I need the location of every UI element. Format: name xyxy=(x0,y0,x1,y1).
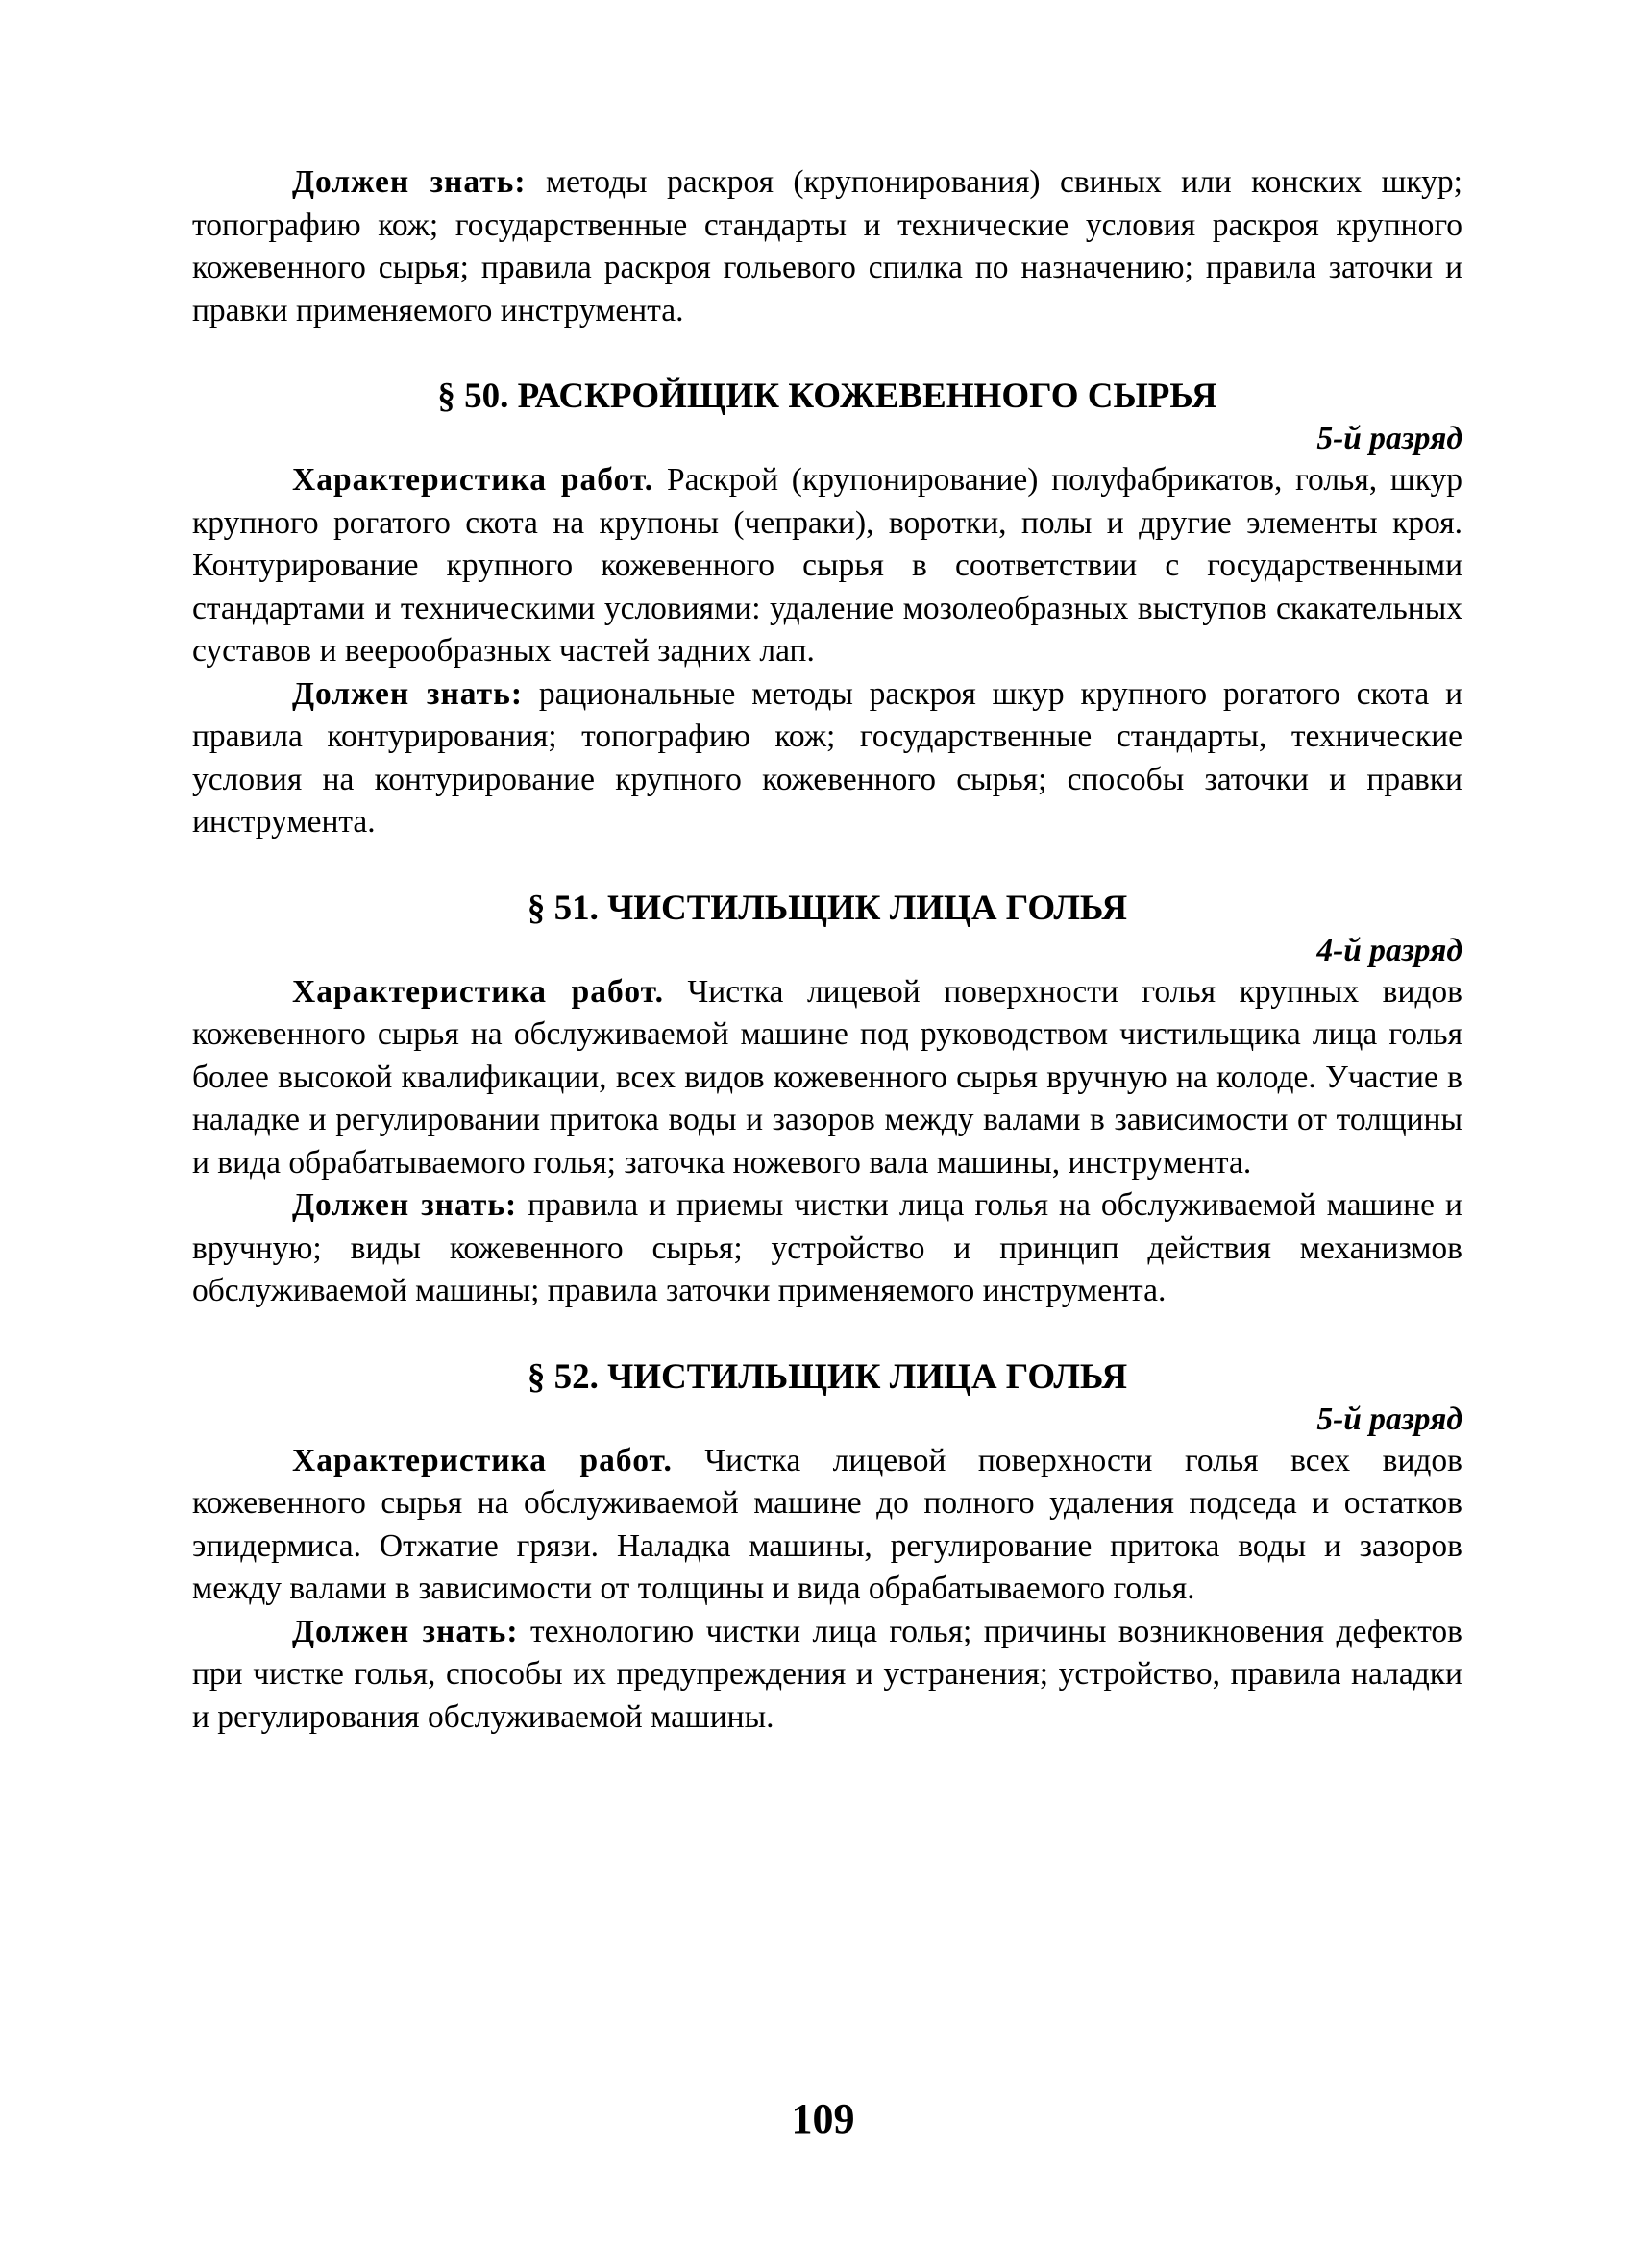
grade-label: 4-й разряд xyxy=(1316,932,1462,968)
page-number: 109 xyxy=(791,2095,855,2142)
section-title: § 52. ЧИСТИЛЬЩИК ЛИЦА ГОЛЬЯ xyxy=(527,1356,1128,1397)
must-know-label: Должен знать: xyxy=(292,675,523,712)
work-characteristics-label: Характеристика работ. xyxy=(292,1442,673,1478)
must-know-text: методы раскроя (крупонирования) свиных или конских шкур; топографию кож; государственные стандарты и технические условия раскроя крупного кожевенного сырья; правила раскроя гольевого спилка по назначению; правила заточки и правки применяемого инструмента. xyxy=(192,164,1462,329)
must-know-text: рациональные методы раскроя шкур крупного рогатого скота и правила контурирования; топографию кож; государственные стандарты, технические условия на контурирование крупного кожевенного сырья; способы заточки и правки инструмента. xyxy=(192,675,1462,840)
work-characteristics-text: Чистка лицевой поверхности голья крупных видов кожевенного сырья на обслуживаемой машине под руководством чистильщика лица голья более высокой квалификации, всех видов кожевенного сырья вручную на колоде. Участие в наладке и регулировании притока воды и зазоров между валами в зависимости от толщины и вида обрабатываемого голья; заточка ножевого вала машины, инструмента. xyxy=(192,973,1463,1181)
page-content xyxy=(192,161,1462,1739)
grade-label: 5-й разряд xyxy=(1316,1401,1462,1437)
must-know-paragraph xyxy=(192,1184,1462,1313)
work-characteristics-paragraph xyxy=(192,1440,1462,1611)
work-characteristics-label: Характеристика работ. xyxy=(292,462,654,498)
section-title: § 51. ЧИСТИЛЬЩИК ЛИЦА ГОЛЬЯ xyxy=(527,888,1128,928)
must-know-text: правила и приемы чистки лица голья на обслуживаемой машине и вручную; виды кожевенного сырья; устройство и принцип действия механизмов обслуживаемой машины; правила заточки применяемого инструмента. xyxy=(192,1187,1462,1308)
work-characteristics-text: Чистка лицевой поверхности голья всех видов кожевенного сырья на обслуживаемой машине до полного удаления подседа и остатков эпидермиса. Отжатие грязи. Наладка машины, регулирование притока воды и зазоров между валами в зависимости от толщины и вида обрабатываемого голья. xyxy=(192,1442,1462,1606)
work-characteristics-label: Характеристика работ. xyxy=(292,973,664,1010)
work-characteristics-paragraph xyxy=(192,459,1462,673)
section-title: § 50. РАСКРОЙЩИК КОЖЕВЕННОГО СЫРЬЯ xyxy=(437,377,1217,416)
intro-paragraph xyxy=(192,161,1462,332)
work-characteristics-paragraph xyxy=(192,971,1462,1185)
must-know-label: Должен знать: xyxy=(292,1613,519,1649)
grade-label: 5-й разряд xyxy=(1316,421,1462,456)
must-know-paragraph xyxy=(192,673,1462,844)
work-characteristics-text: Раскрой (крупонирование) полуфабрикатов, голья, шкур крупного рогатого скота на крупоны (чепраки), воротки, полы и другие элементы кроя. Контурирование крупного кожевенного сырья в соответствии с государственными стандартами и техническими условиями: удаление мозолеобразных выступов скакательных суставов и веерообразных частей задних лап. xyxy=(192,462,1462,669)
must-know-paragraph xyxy=(192,1611,1462,1740)
must-know-text: технологию чистки лица голья; причины возникновения дефектов при чистке голья, способы их предупреждения и устранения; устройство, правила наладки и регулирования обслуживаемой машины. xyxy=(192,1613,1462,1735)
must-know-label: Должен знать: xyxy=(292,1187,518,1223)
must-know-label: Должен знать: xyxy=(292,164,527,200)
